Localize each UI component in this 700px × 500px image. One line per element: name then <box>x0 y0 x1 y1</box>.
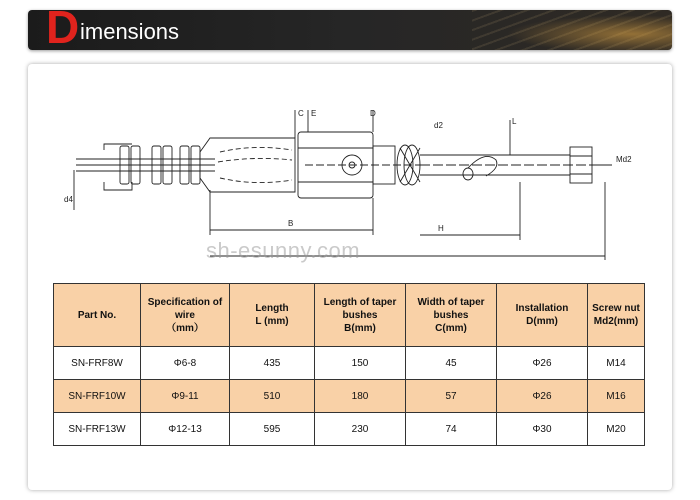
cell-taper-length: 230 <box>315 413 406 446</box>
dim-label-d: D <box>370 109 376 118</box>
cell-taper-width: 74 <box>406 413 497 446</box>
table-header-row <box>54 284 645 347</box>
cell-length: 595 <box>230 413 315 446</box>
cell-screw-nut: M20 <box>588 413 645 446</box>
header-installation: Installation D(mm) <box>497 284 588 347</box>
cell-part-no: SN-FRF13W <box>54 413 141 446</box>
header-taper-width: Width of taper bushes C(mm) <box>406 284 497 347</box>
dim-label-c: C <box>298 109 304 118</box>
header-taper-length: Length of taper bushes B(mm) <box>315 284 406 347</box>
cell-screw-nut: M14 <box>588 347 645 380</box>
table-row <box>54 413 645 446</box>
table-row <box>54 380 645 413</box>
banner-title: imensions <box>80 19 180 44</box>
header-length: Length L (mm) <box>230 284 315 347</box>
dimensions-table <box>53 283 645 446</box>
cell-wire-spec: Φ9-11 <box>141 380 230 413</box>
watermark-text: sh-esunny.com <box>206 238 361 263</box>
cell-wire-spec: Φ6-8 <box>141 347 230 380</box>
cell-wire-spec: Φ12-13 <box>141 413 230 446</box>
dim-label-l: L <box>512 117 517 126</box>
header-part-no: Part No. <box>54 284 141 347</box>
cell-taper-length: 180 <box>315 380 406 413</box>
cell-length: 510 <box>230 380 315 413</box>
cell-installation: Φ26 <box>497 347 588 380</box>
cell-installation: Φ30 <box>497 413 588 446</box>
cell-taper-width: 45 <box>406 347 497 380</box>
header-screw-nut: Screw nut Md2(mm) <box>588 284 645 347</box>
cell-part-no: SN-FRF10W <box>54 380 141 413</box>
dim-label-b: B <box>288 219 294 228</box>
cell-taper-width: 57 <box>406 380 497 413</box>
dim-label-e: E <box>311 109 317 118</box>
cell-screw-nut: M16 <box>588 380 645 413</box>
dim-label-d4: d4 <box>64 195 73 204</box>
table-row <box>54 347 645 380</box>
cell-taper-length: 150 <box>315 347 406 380</box>
dim-label-h: H <box>438 224 444 233</box>
banner-initial: D <box>46 10 80 50</box>
header-wire-spec: Specification of wire （mm） <box>141 284 230 347</box>
cell-part-no: SN-FRF8W <box>54 347 141 380</box>
section-banner <box>28 10 672 50</box>
cell-length: 435 <box>230 347 315 380</box>
cell-installation: Φ26 <box>497 380 588 413</box>
dim-label-d2: d2 <box>434 121 443 130</box>
banner-sparks-decoration <box>472 10 672 50</box>
dim-label-md2: Md2 <box>616 155 632 164</box>
